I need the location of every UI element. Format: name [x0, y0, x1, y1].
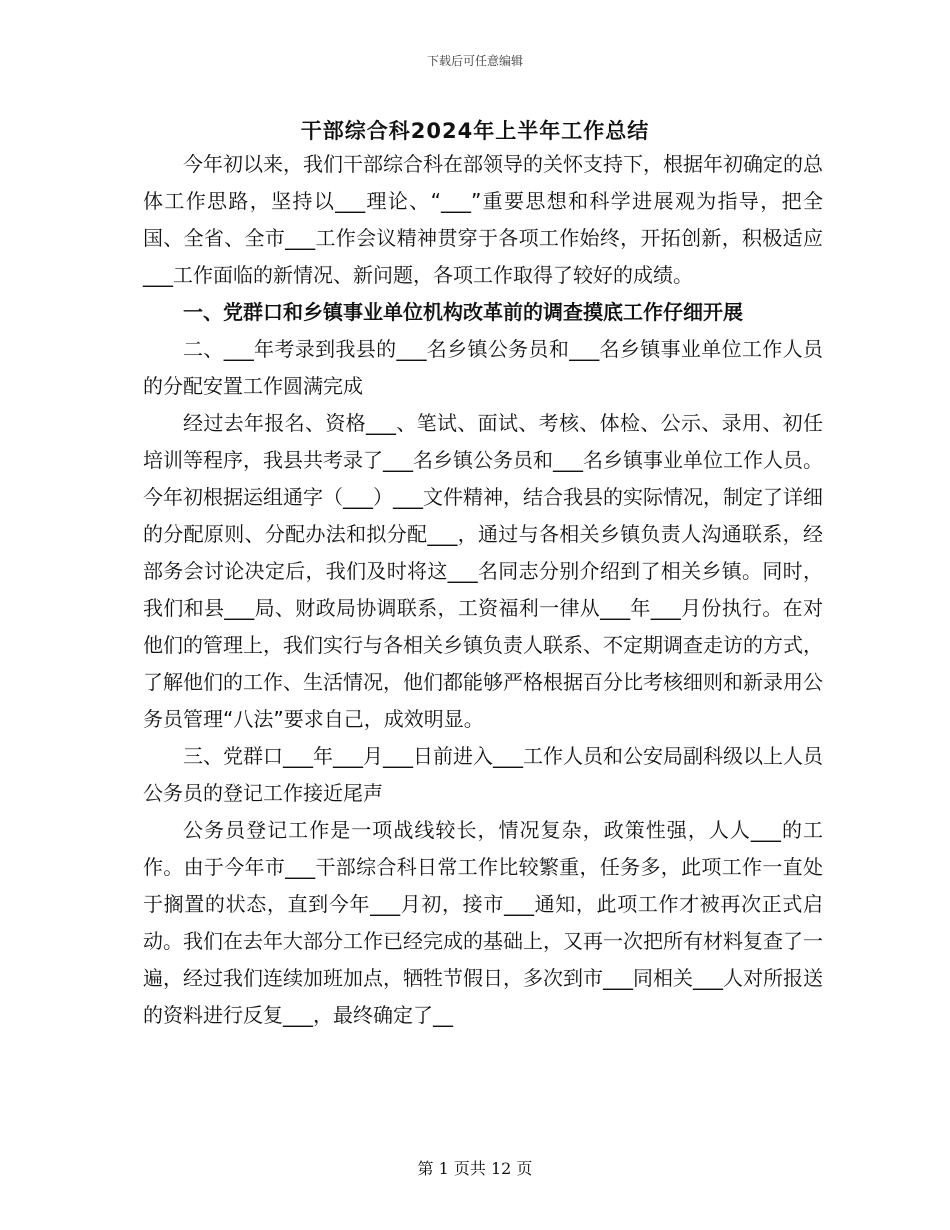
section-3-paragraph: 公务员登记工作是一项战线较长，情况复杂，政策性强，人人___的工作。由于今年市___干部综合科日常工作比较繁重，任务多，此项工作一直处于搁置的状态，直到今年___月初，接市___通知，此项工作才被再次正式启动。我们在去年大部分工作已经完成的基础上，又再一次把所有材料复查了一遍，经过我们连续加班加点，牺牲节假日，多次到市___同相关___人对所报送的资料进行反复___，最终确定了__: [143, 818, 823, 1027]
page-footer: 第 1 页共 12 页: [417, 1159, 533, 1178]
document-body: [143, 146, 823, 1034]
document-title: 干部综合科2024年上半年工作总结: [300, 119, 650, 143]
section-heading-2: 二、___年考录到我县的___名乡镇公务员和___名乡镇事业单位工作人员的分配安置工作圆满完成: [143, 337, 823, 398]
section-heading-3: 三、党群口___年___月___日前进入___工作人员和公安局副科级以上人员公务员的登记工作接近尾声: [143, 744, 823, 805]
header-note: 下载后可任意编辑: [426, 54, 523, 68]
intro-paragraph: 今年初以来，我们干部综合科在部领导的关怀支持下，根据年初确定的总体工作思路，坚持以___理论、“___”重要思想和科学进展观为指导，把全国、全省、全市___工作会议精神贯穿于各项工作始终，开拓创新，积极适应___工作面临的新情况、新问题，各项工作取得了较好的成绩。: [143, 152, 823, 287]
section-2-paragraph: 经过去年报名、资格___、笔试、面试、考核、体检、公示、录用、初任培训等程序，我县共考录了___名乡镇公务员和___名乡镇事业单位工作人员。今年初根据运组通字（___）___文件精神，结合我县的实际情况，制定了详细的分配原则、分配办法和拟分配___，通过与各相关乡镇负责人沟通联系，经部务会讨论决定后，我们及时将这___名同志分别介绍到了相关乡镇。同时，我们和县___局、财政局协调联系，工资福利一律从___年___月份执行。在对他们的管理上，我们实行与各相关乡镇负责人联系、不定期调查走访的方式，了解他们的工作、生活情况，他们都能够严格根据百分比考核细则和新录用公务员管理“八法”要求自己，成效明显。: [143, 411, 823, 731]
section-heading-1: 一、党群口和乡镇事业单位机构改革前的调查摸底工作仔细开展: [183, 300, 743, 324]
